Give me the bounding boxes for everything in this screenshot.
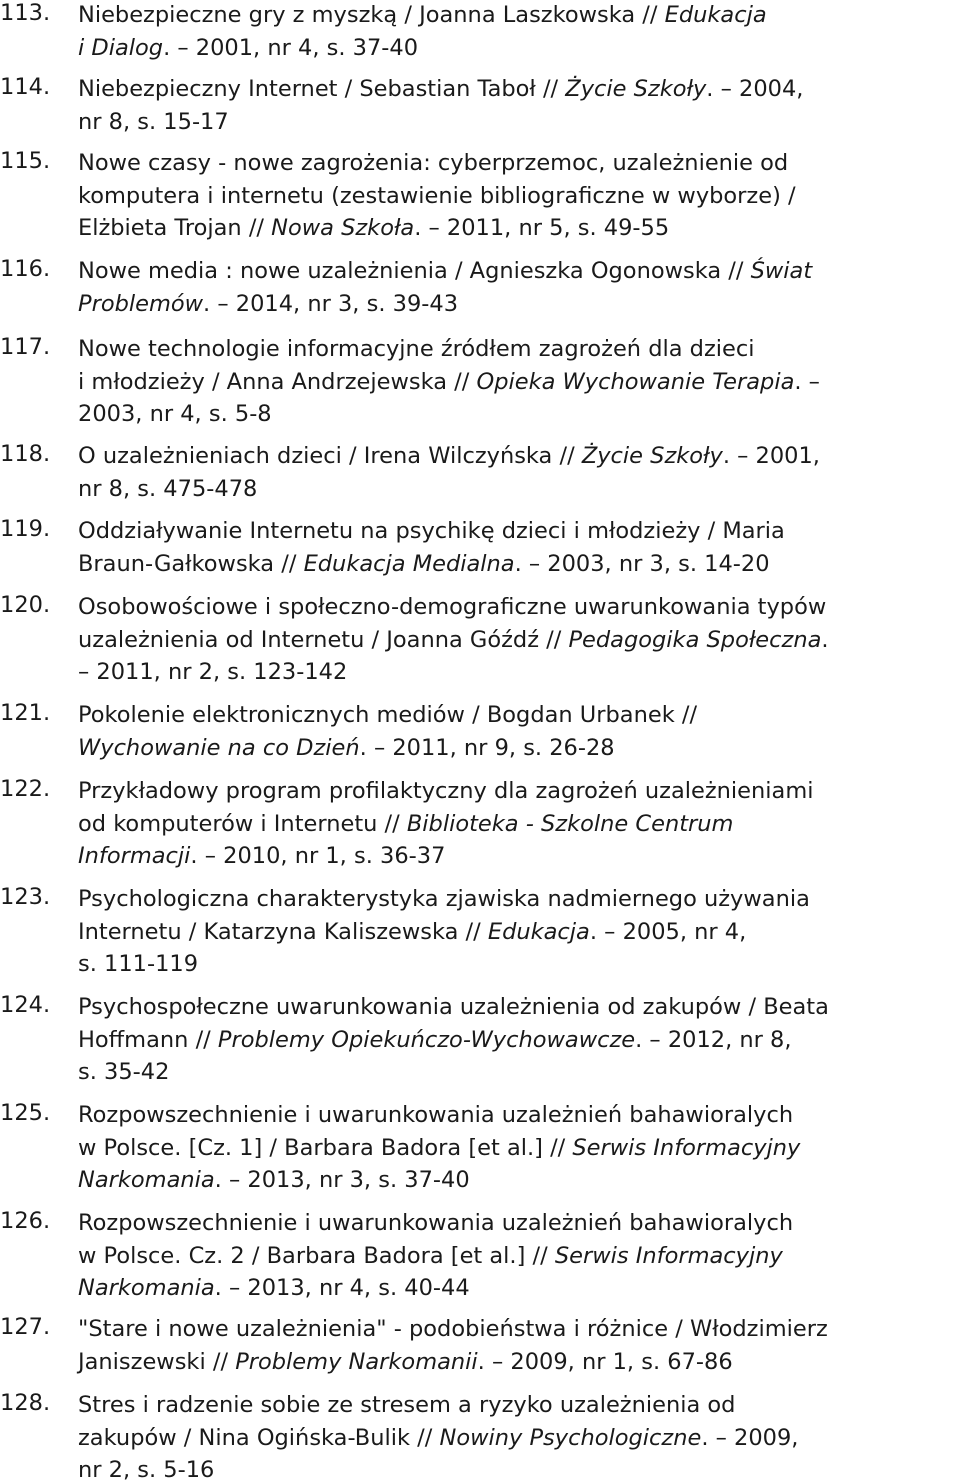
entry-text: . – 2009, bbox=[701, 1424, 799, 1451]
entry-number: 118. bbox=[0, 441, 51, 467]
entry-text-line bbox=[78, 1425, 798, 1451]
entry-text: komputera i internetu (zestawienie bibliograficzne w wyborze) / bbox=[78, 182, 796, 209]
entry-text: w Polsce. [Cz. 1] / Barbara Badora [et al.] // bbox=[78, 1134, 573, 1161]
journal-title: Narkomania bbox=[78, 1275, 215, 1301]
entry-number: 123. bbox=[0, 884, 51, 910]
entry-text: 2003, nr 4, s. 5-8 bbox=[78, 401, 272, 427]
entry-text-line bbox=[78, 627, 829, 653]
journal-title: Wychowanie na co Dzień bbox=[78, 734, 360, 761]
entry-text: Hoffmann // bbox=[78, 1026, 218, 1053]
entry-text: . – 2011, nr 9, s. 26-28 bbox=[359, 734, 615, 761]
journal-title: Problemy Opiekuńczo-Wychowawcze bbox=[217, 1026, 636, 1053]
entry-text-line bbox=[78, 659, 347, 685]
entry-number: 122. bbox=[0, 776, 51, 802]
entry-text: Janiszewski // bbox=[78, 1348, 236, 1375]
entry-text-line bbox=[78, 258, 812, 284]
entry-text-line bbox=[78, 215, 669, 241]
journal-title: Serwis Informacyjny bbox=[554, 1242, 783, 1269]
entry-text-line bbox=[78, 1316, 828, 1342]
entry-text: nr 8, s. 475-478 bbox=[78, 475, 258, 502]
entry-text-line bbox=[78, 336, 754, 362]
entry-text-line bbox=[78, 443, 820, 469]
entry-number: 113. bbox=[0, 0, 51, 26]
entry-text-line bbox=[78, 1275, 470, 1301]
journal-title: Problemy Narkomanii bbox=[235, 1348, 478, 1375]
entry-text: Stres i radzenie sobie ze stresem a ryzyko uzależnienia od bbox=[78, 1392, 736, 1418]
entry-text-line bbox=[78, 109, 229, 135]
entry-text: Elżbieta Trojan // bbox=[78, 215, 272, 241]
entry-number: 117. bbox=[0, 334, 51, 360]
entry-text: Braun-Gałkowska // bbox=[78, 550, 304, 577]
entry-text-line bbox=[78, 1102, 793, 1128]
journal-title: Nowa Szkoła bbox=[271, 215, 415, 241]
entry-text-line bbox=[78, 1027, 792, 1053]
entry-number: 128. bbox=[0, 1390, 51, 1416]
entry-text-line bbox=[78, 518, 785, 544]
entry-number: 127. bbox=[0, 1314, 51, 1340]
entry-text: Osobowościowe i społeczno-demograficzne uwarunkowania typów bbox=[78, 594, 827, 620]
entry-text-line bbox=[78, 1457, 214, 1483]
entry-text: . – 2001, nr 4, s. 37-40 bbox=[163, 34, 419, 61]
journal-title: Informacji bbox=[78, 843, 191, 869]
entry-number: 124. bbox=[0, 992, 51, 1018]
entry-text-line bbox=[78, 886, 810, 912]
entry-number: 115. bbox=[0, 148, 51, 174]
entry-number: 121. bbox=[0, 700, 51, 726]
entry-text: – 2011, nr 2, s. 123-142 bbox=[78, 659, 348, 685]
entry-text: nr 8, s. 15-17 bbox=[78, 108, 229, 135]
entry-text-line bbox=[78, 1243, 783, 1269]
entry-text: . – 2010, nr 1, s. 36-37 bbox=[190, 843, 446, 869]
journal-title: Opieka Wychowanie Terapia bbox=[476, 368, 795, 395]
entry-text-line bbox=[78, 1349, 733, 1375]
entry-text-line bbox=[78, 183, 796, 209]
entry-text-line bbox=[78, 735, 615, 761]
entry-text-line bbox=[78, 594, 826, 620]
entry-text: . – 2011, nr 5, s. 49-55 bbox=[414, 215, 670, 241]
entry-text: zakupów / Nina Ogińska-Bulik // bbox=[78, 1424, 440, 1451]
entry-text: i młodzieży / Anna Andrzejewska // bbox=[78, 368, 477, 395]
entry-text: "Stare i nowe uzależnienia" - podobieństwa i różnice / Włodzimierz bbox=[78, 1316, 828, 1342]
entry-text: s. 111-119 bbox=[78, 951, 199, 977]
entry-text: od komputerów i Internetu // bbox=[78, 810, 407, 837]
journal-title: Problemów bbox=[78, 290, 204, 317]
journal-title: Serwis Informacyjny bbox=[572, 1134, 801, 1161]
journal-title: Świat bbox=[750, 258, 813, 284]
entry-text: Niebezpieczny Internet / Sebastian Taboł // bbox=[78, 76, 566, 102]
entry-text-line bbox=[78, 994, 829, 1020]
entry-text-line bbox=[78, 778, 814, 804]
journal-title: Edukacja bbox=[664, 2, 767, 28]
entry-number: 116. bbox=[0, 256, 51, 282]
entry-text: . – 2013, nr 4, s. 40-44 bbox=[214, 1275, 470, 1301]
entry-text: Przykładowy program profilaktyczny dla zagrożeń uzależnieniami bbox=[78, 778, 814, 804]
entry-text-line bbox=[78, 551, 770, 577]
entry-text: . bbox=[821, 626, 829, 653]
entry-number: 125. bbox=[0, 1100, 51, 1126]
entry-text: Nowe czasy - nowe zagrożenia: cyberprzemoc, uzależnienie od bbox=[78, 150, 789, 176]
entry-text-line bbox=[78, 1392, 735, 1418]
entry-text-line bbox=[78, 1210, 793, 1236]
entry-text: nr 2, s. 5-16 bbox=[78, 1457, 215, 1483]
entry-text: Niebezpieczne gry z myszką / Joanna Laszkowska // bbox=[78, 2, 665, 28]
entry-text-line bbox=[78, 811, 733, 837]
entry-text: . – 2004, bbox=[706, 76, 804, 102]
journal-title: Życie Szkoły bbox=[565, 76, 707, 102]
entry-text-line bbox=[78, 702, 697, 728]
entry-text: Psychospołeczne uwarunkowania uzależnienia od zakupów / Beata bbox=[78, 994, 829, 1020]
entry-text-line bbox=[78, 150, 788, 176]
entry-text-line bbox=[78, 35, 418, 61]
journal-title: Edukacja bbox=[487, 918, 590, 945]
entry-text: . – 2003, nr 3, s. 14-20 bbox=[514, 550, 770, 577]
entry-text-line bbox=[78, 401, 272, 427]
entry-text: s. 35-42 bbox=[78, 1059, 170, 1085]
entry-text: uzależnienia od Internetu / Joanna Góźdź // bbox=[78, 626, 569, 653]
entry-text: Psychologiczna charakterystyka zjawiska nadmiernego używania bbox=[78, 886, 810, 912]
entry-number: 114. bbox=[0, 74, 51, 100]
entry-text-line bbox=[78, 843, 445, 869]
journal-title: Życie Szkoły bbox=[581, 443, 723, 469]
entry-text-line bbox=[78, 1059, 169, 1085]
entry-text: Rozpowszechnienie i uwarunkowania uzależnień bahawioralych bbox=[78, 1210, 794, 1236]
entry-text: Nowe technologie informacyjne źródłem zagrożeń dla dzieci bbox=[78, 336, 755, 362]
journal-title: Biblioteka - Szkolne Centrum bbox=[406, 810, 734, 837]
entry-text: O uzależnieniach dzieci / Irena Wilczyńska // bbox=[78, 443, 582, 469]
entry-text: . – 2001, bbox=[722, 443, 820, 469]
entry-text: . – 2009, nr 1, s. 67-86 bbox=[477, 1348, 733, 1375]
entry-text-line bbox=[78, 951, 198, 977]
entry-text: . – 2014, nr 3, s. 39-43 bbox=[203, 290, 459, 317]
journal-title: Narkomania bbox=[78, 1167, 215, 1193]
entry-text: Pokolenie elektronicznych mediów / Bogdan Urbanek // bbox=[78, 702, 698, 728]
entry-text-line bbox=[78, 476, 257, 502]
entry-text: . – 2005, nr 4, bbox=[589, 918, 747, 945]
entry-text-line bbox=[78, 76, 803, 102]
entry-text-line bbox=[78, 369, 820, 395]
journal-title: Edukacja Medialna bbox=[303, 550, 515, 577]
entry-text: . – 2013, nr 3, s. 37-40 bbox=[214, 1167, 470, 1193]
journal-title: i Dialog bbox=[78, 34, 164, 61]
entry-text-line bbox=[78, 291, 458, 317]
journal-title: Pedagogika Społeczna bbox=[568, 626, 822, 653]
entry-text-line bbox=[78, 1135, 800, 1161]
entry-text: Rozpowszechnienie i uwarunkowania uzależnień bahawioralych bbox=[78, 1102, 794, 1128]
journal-title: Nowiny Psychologiczne bbox=[439, 1424, 702, 1451]
entry-text-line bbox=[78, 1167, 470, 1193]
entry-text-line bbox=[78, 2, 767, 28]
entry-text: . – bbox=[794, 368, 820, 395]
entry-text: w Polsce. Cz. 2 / Barbara Badora [et al.] // bbox=[78, 1242, 555, 1269]
entry-number: 119. bbox=[0, 516, 51, 542]
entry-text-line bbox=[78, 919, 746, 945]
entry-number: 126. bbox=[0, 1208, 51, 1234]
entry-text: Nowe media : nowe uzależnienia / Agnieszka Ogonowska // bbox=[78, 258, 751, 284]
entry-text: . – 2012, nr 8, bbox=[635, 1026, 792, 1053]
entry-text: Oddziaływanie Internetu na psychikę dzieci i młodzieży / Maria bbox=[78, 518, 785, 544]
entry-text: Internetu / Katarzyna Kaliszewska // bbox=[78, 918, 488, 945]
entry-number: 120. bbox=[0, 592, 51, 618]
